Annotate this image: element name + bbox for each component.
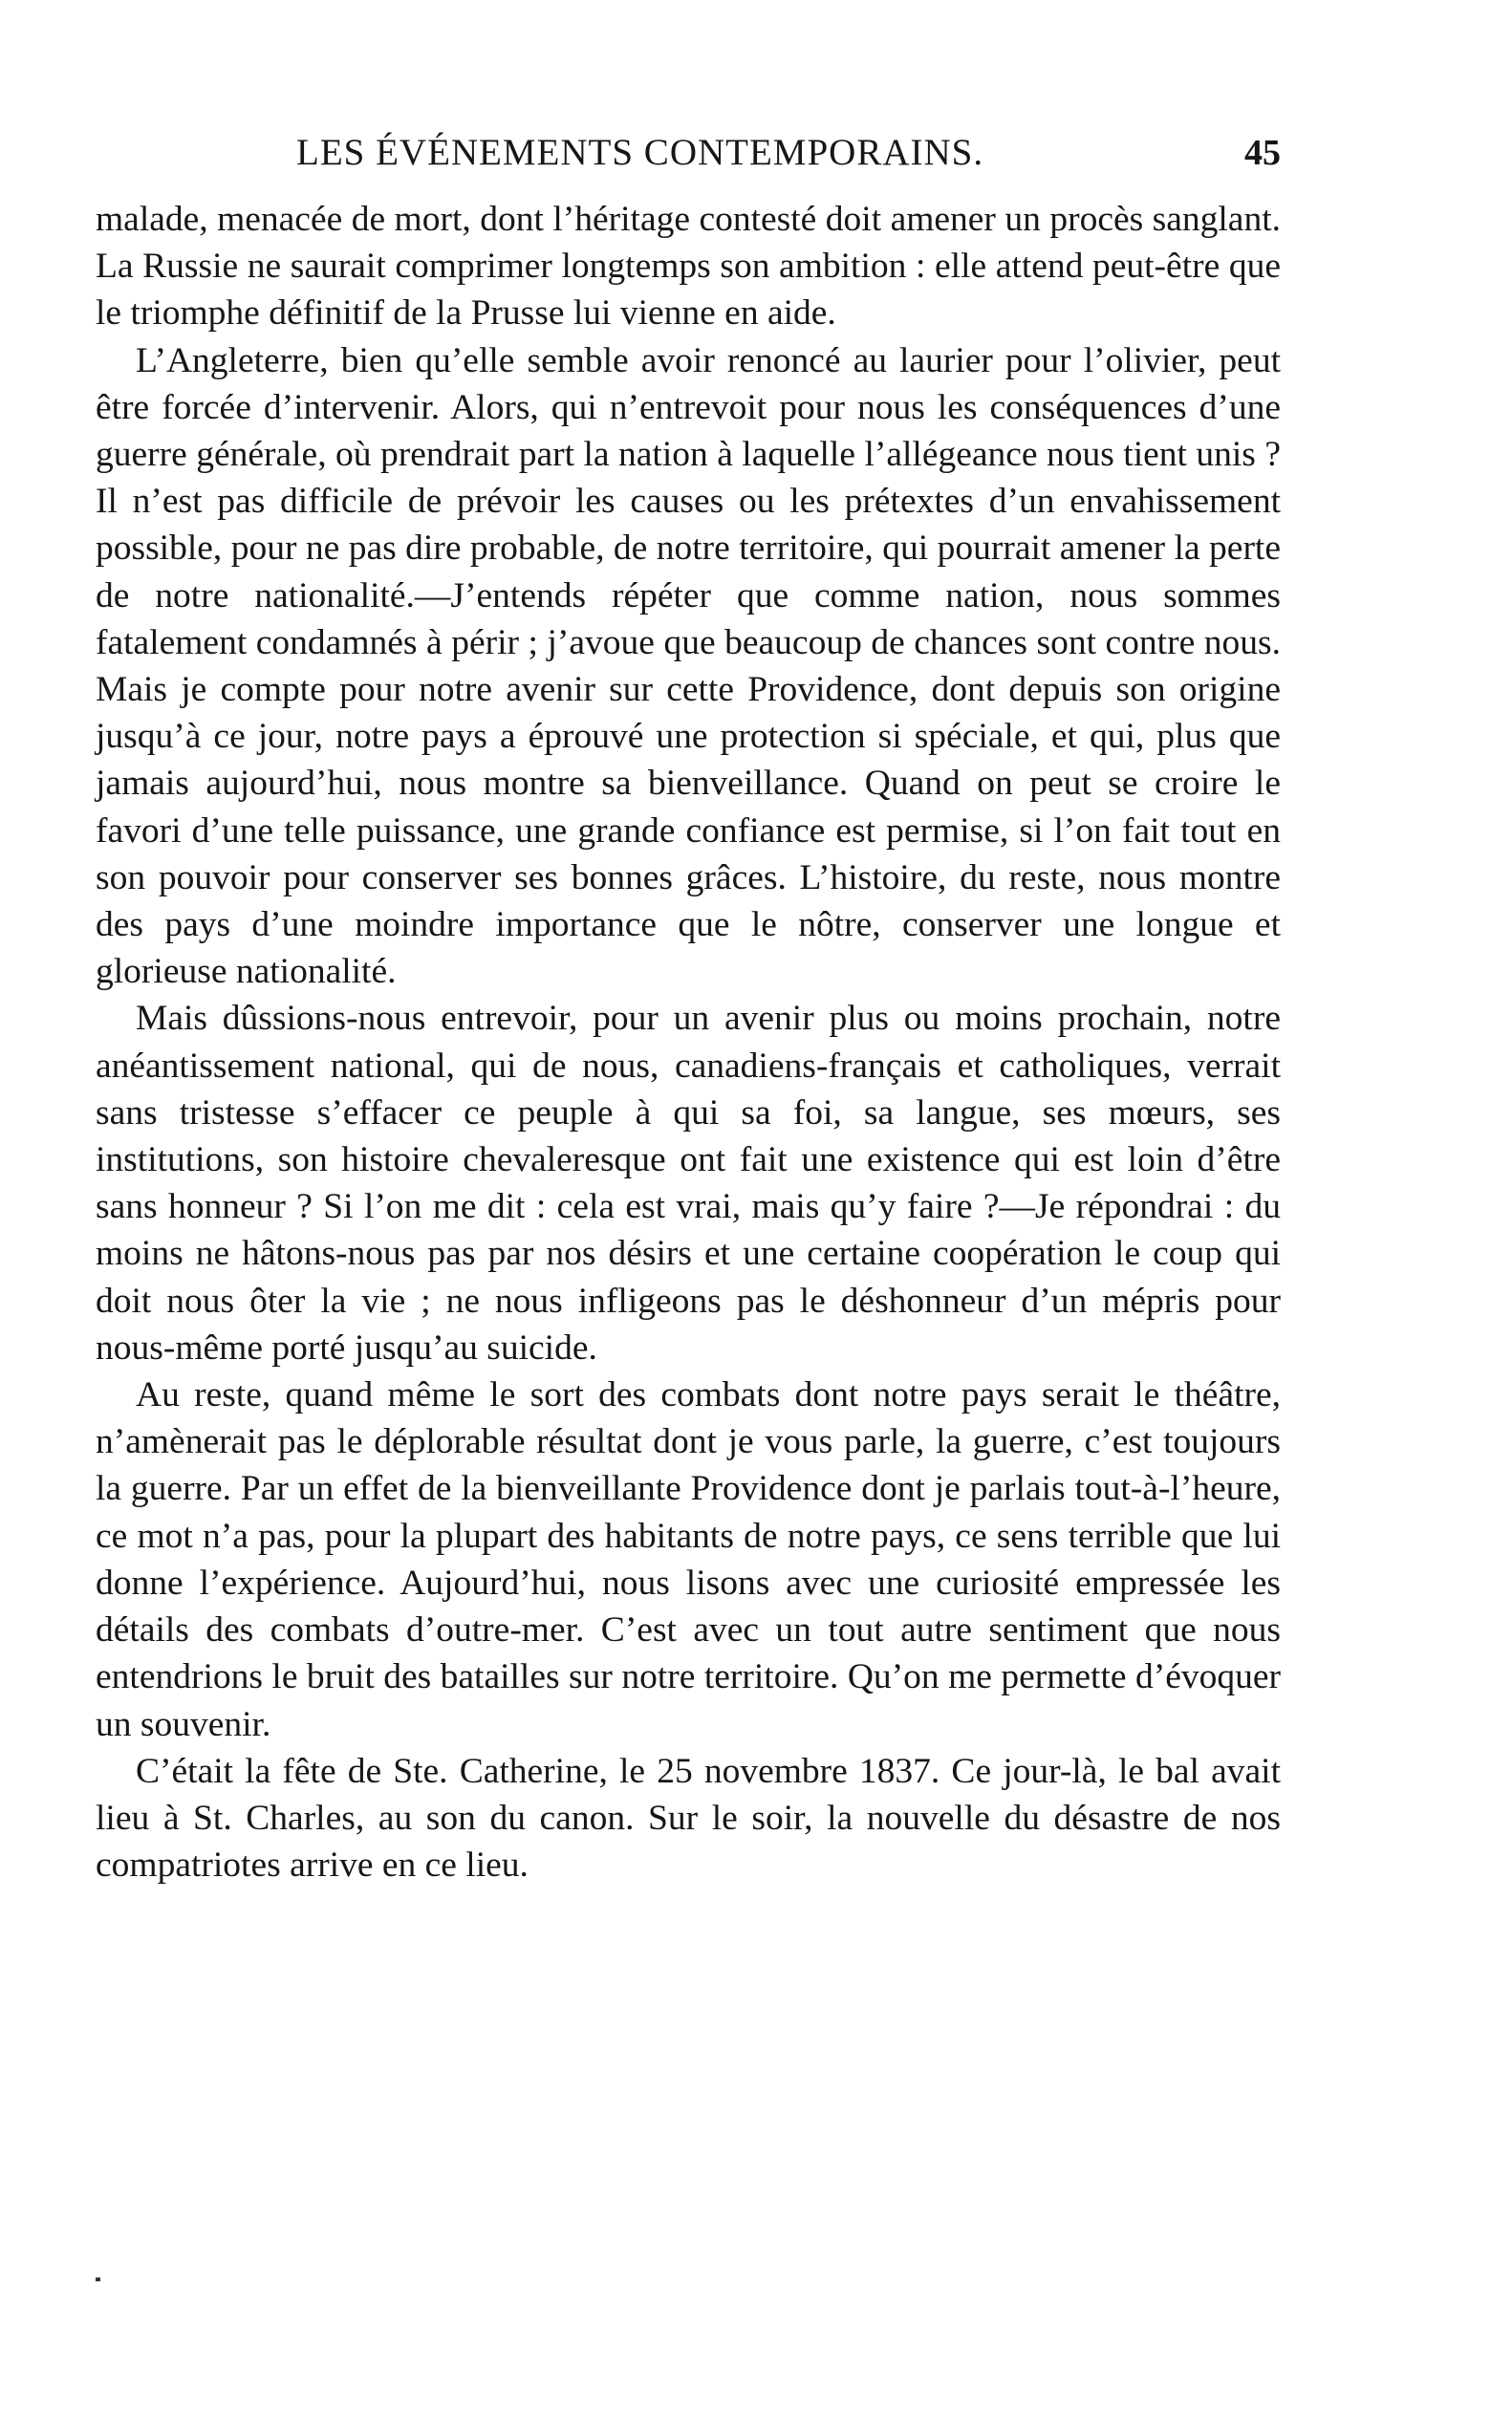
page-number: 45 — [1244, 133, 1281, 173]
running-title: LES ÉVÉNEMENTS CONTEMPORAINS. — [296, 132, 984, 173]
running-head — [296, 124, 1281, 182]
body-text — [96, 196, 1281, 1889]
paragraph-2: L’Angleterre, bien qu’elle semble avoir renoncé au laurier pour l’olivier, peut être forcée d’intervenir. Alors, qui n’entrevoit pour nous les conséquences d’une guerre générale, où prendrait part la nation à laquelle l’allégeance nous tient unis ? Il n’est pas difficile de prévoir les causes ou les prétextes d’un envahissement possible, pour ne pas dire probable, de notre territoire, qui pourrait amener la perte de notre nationalité.—J’entends répéter que comme nation, nous sommes fatalement condamnés à périr ; j’avoue que beaucoup de chances sont contre nous. Mais je compte pour notre avenir sur cette Providence, dont depuis son origine jusqu’à ce jour, notre pays a éprouvé une protection si spéciale, et qui, plus que jamais aujourd’hui, nous montre sa bienveillance. Quand on peut se croire le favori d’une telle puissance, une grande confiance est permise, si l’on fait tout en son pouvoir pour conserver ses bonnes grâces. L’histoire, du reste, nous montre des pays d’une moindre importance que le nôtre, conserver une longue et glorieuse nationalité. — [96, 340, 1281, 992]
paragraph-3: Mais dûssions-nous entrevoir, pour un avenir plus ou moins prochain, notre anéantissement national, qui de nous, canadiens-français et catholiques, verrait sans tristesse s’effacer ce peuple à qui sa foi, sa langue, ses mœurs, ses institutions, son histoire chevaleresque ont fait une existence qui est loin d’être sans honneur ? Si l’on me dit : cela est vrai, mais qu’y faire ?—Je répondrai : du moins ne hâtons-nous pas par nos désirs et une certaine coopération le coup qui doit nous ôter la vie ; ne nous infligeons pas le déshonneur d’un mépris pour nous-même porté jusqu’au suicide. — [96, 999, 1281, 1368]
paragraph-4: Au reste, quand même le sort des combats dont notre pays serait le théâtre, n’amènerait pas le déplorable résultat dont je vous parle, la guerre, c’est toujours la guerre. Par un effet de la bienveillante Providence dont je parlais tout-à-l’heure, ce mot n’a pas, pour la plupart des habitants de notre pays, ce sens terrible que lui donne l’expérience. Aujourd’hui, nous lisons avec une curiosité empressée les détails des combats d’outre-mer. C’est avec un tout autre sentiment que nous entendrions le bruit des batailles sur notre territoire. Qu’on me permette d’évoquer un souvenir. — [96, 1375, 1281, 1744]
paragraph-5: C’était la fête de Ste. Catherine, le 25 novembre 1837. Ce jour-là, le bal avait lieu à St. Charles, au son du canon. Sur le soir, la nouvelle du désastre de nos compatriotes arrive en ce lieu. — [96, 1751, 1281, 1886]
paragraph-1: malade, menacée de mort, dont l’héritage contesté doit amener un procès sanglant. La Russie ne saurait comprimer longtemps son ambition : elle attend peut-être que le triomphe définitif de la Prusse lui vienne en aide. — [96, 200, 1281, 334]
ink-speck — [96, 2278, 100, 2281]
